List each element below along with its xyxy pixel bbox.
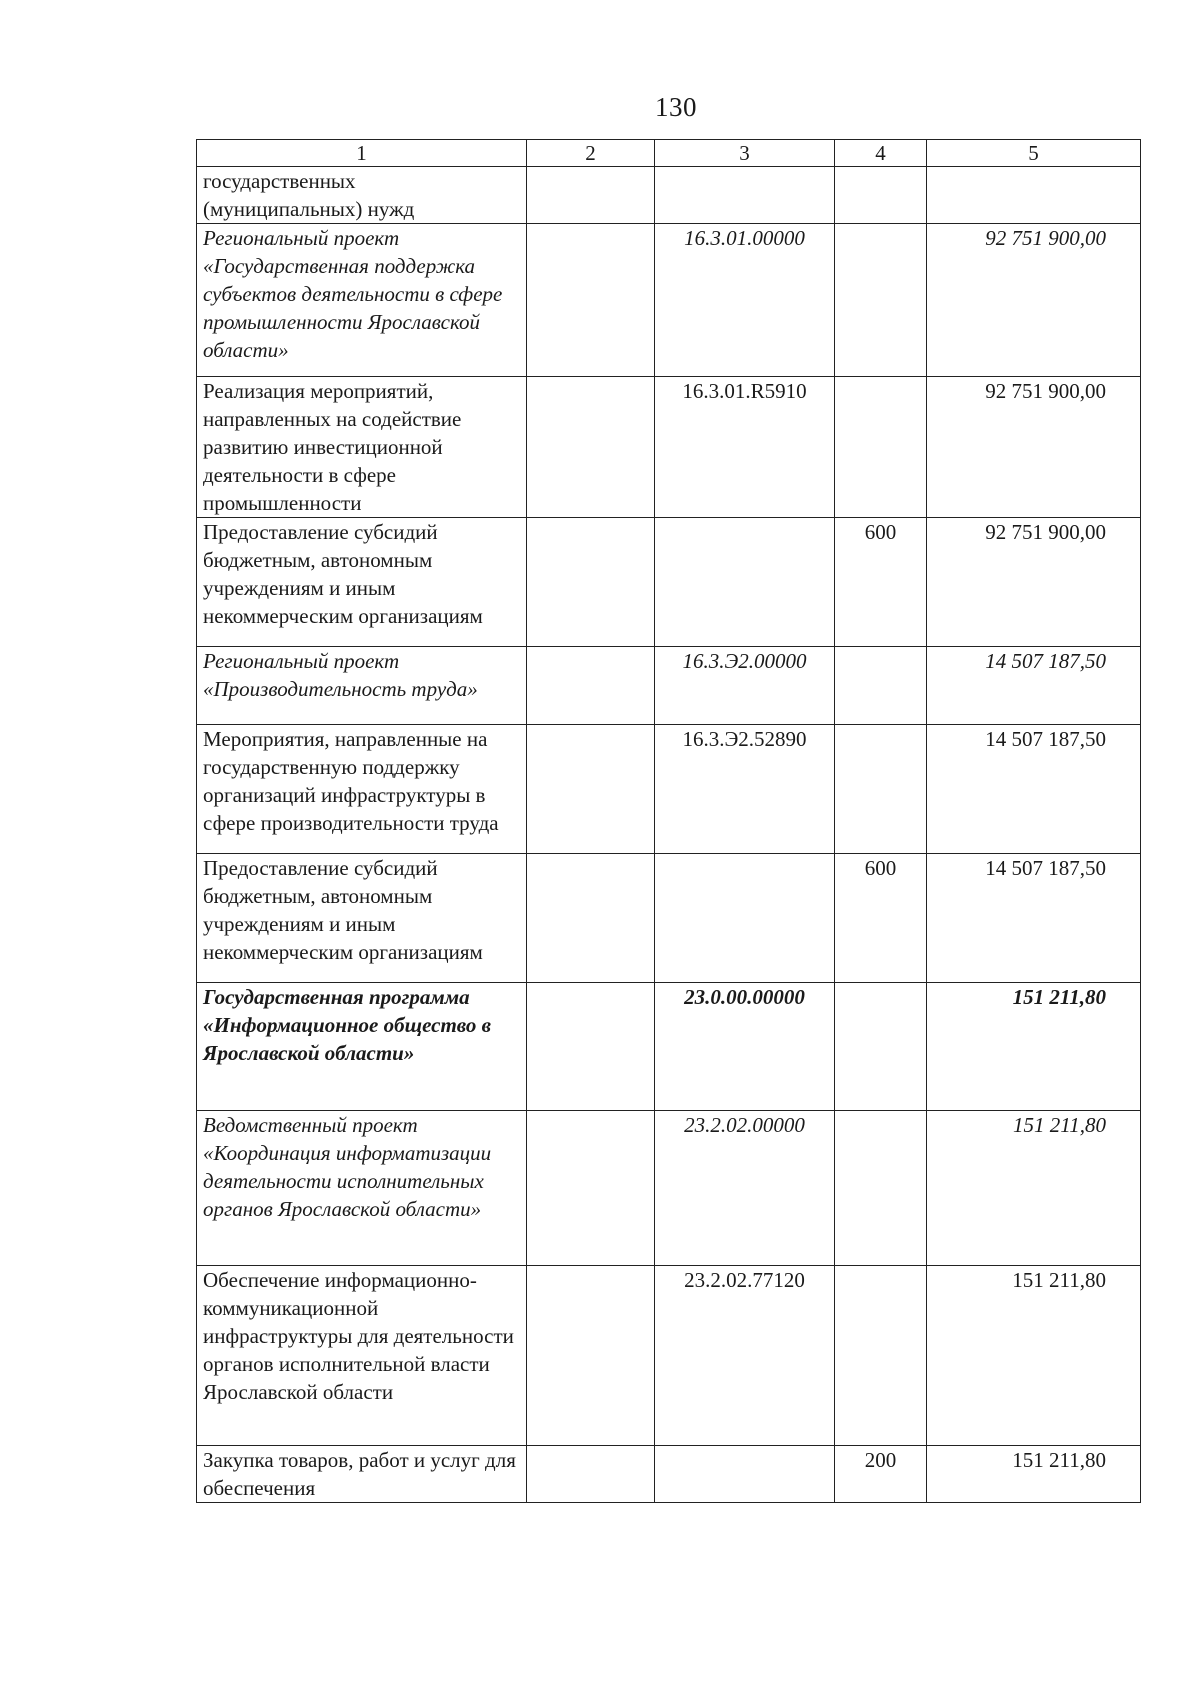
row-code-cell — [655, 854, 835, 983]
row-amount-cell: 151 211,80 — [927, 1446, 1141, 1503]
row-type-cell: 600 — [835, 854, 927, 983]
table-row — [197, 377, 1141, 518]
table-row — [197, 1111, 1141, 1266]
table-row — [197, 1446, 1141, 1503]
table-header-row — [197, 140, 1141, 167]
row-col2-cell — [527, 1111, 655, 1266]
row-name-cell: Государственная программа «Информационное общество в Ярославской области» — [197, 983, 527, 1111]
row-type-cell — [835, 224, 927, 377]
row-name-cell: государственных (муниципальных) нужд — [197, 167, 527, 224]
column-header-3: 3 — [655, 140, 835, 167]
row-amount-cell: 92 751 900,00 — [927, 518, 1141, 647]
row-code-cell — [655, 518, 835, 647]
row-type-cell — [835, 1111, 927, 1266]
column-header-5: 5 — [927, 140, 1141, 167]
row-code-cell: 23.2.02.00000 — [655, 1111, 835, 1266]
row-amount-cell: 92 751 900,00 — [927, 377, 1141, 518]
column-header-4: 4 — [835, 140, 927, 167]
row-col2-cell — [527, 518, 655, 647]
row-amount-cell: 92 751 900,00 — [927, 224, 1141, 377]
row-type-cell — [835, 1266, 927, 1446]
row-code-cell — [655, 167, 835, 224]
row-col2-cell — [527, 167, 655, 224]
row-type-cell — [835, 725, 927, 854]
row-name-cell: Мероприятия, направленные на государственную поддержку организаций инфраструктуры в сфере производительности труда — [197, 725, 527, 854]
row-amount-cell: 151 211,80 — [927, 1111, 1141, 1266]
row-code-cell: 16.3.Э2.00000 — [655, 647, 835, 725]
row-amount-cell: 151 211,80 — [927, 983, 1141, 1111]
table-row — [197, 518, 1141, 647]
table-body — [197, 167, 1141, 1503]
row-col2-cell — [527, 1266, 655, 1446]
row-code-cell — [655, 1446, 835, 1503]
row-amount-cell — [927, 167, 1141, 224]
row-name-cell: Региональный проект «Производительность труда» — [197, 647, 527, 725]
row-amount-cell: 151 211,80 — [927, 1266, 1141, 1446]
row-col2-cell — [527, 224, 655, 377]
row-name-cell: Региональный проект «Государственная поддержка субъектов деятельности в сфере промышленности Ярославской области» — [197, 224, 527, 377]
row-code-cell: 16.3.01.R5910 — [655, 377, 835, 518]
row-type-cell — [835, 377, 927, 518]
row-col2-cell — [527, 647, 655, 725]
row-type-cell — [835, 647, 927, 725]
row-col2-cell — [527, 1446, 655, 1503]
page-number: 130 — [655, 92, 697, 122]
row-name-cell: Обеспечение информационно-коммуникационной инфраструктуры для деятельности органов исполнительной власти Ярославской области — [197, 1266, 527, 1446]
table-row — [197, 854, 1141, 983]
table-row — [197, 167, 1141, 224]
row-col2-cell — [527, 854, 655, 983]
row-code-cell: 16.3.01.00000 — [655, 224, 835, 377]
row-amount-cell: 14 507 187,50 — [927, 647, 1141, 725]
column-header-2: 2 — [527, 140, 655, 167]
row-code-cell: 23.0.00.00000 — [655, 983, 835, 1111]
row-name-cell: Предоставление субсидий бюджетным, автономным учреждениям и иным некоммерческим организациям — [197, 854, 527, 983]
table-row — [197, 725, 1141, 854]
table-row — [197, 224, 1141, 377]
row-col2-cell — [527, 377, 655, 518]
table-row — [197, 983, 1141, 1111]
row-type-cell — [835, 167, 927, 224]
row-code-cell: 16.3.Э2.52890 — [655, 725, 835, 854]
row-name-cell: Реализация мероприятий, направленных на содействие развитию инвестиционной деятельности в сфере промышленности — [197, 377, 527, 518]
row-name-cell: Закупка товаров, работ и услуг для обеспечения — [197, 1446, 527, 1503]
row-name-cell: Ведомственный проект «Координация информатизации деятельности исполнительных органов Ярославской области» — [197, 1111, 527, 1266]
column-header-1: 1 — [197, 140, 527, 167]
row-amount-cell: 14 507 187,50 — [927, 725, 1141, 854]
budget-table — [196, 139, 1141, 1503]
row-amount-cell: 14 507 187,50 — [927, 854, 1141, 983]
row-name-cell: Предоставление субсидий бюджетным, автономным учреждениям и иным некоммерческим организациям — [197, 518, 527, 647]
row-code-cell: 23.2.02.77120 — [655, 1266, 835, 1446]
row-col2-cell — [527, 983, 655, 1111]
row-type-cell: 200 — [835, 1446, 927, 1503]
row-type-cell: 600 — [835, 518, 927, 647]
table-row — [197, 647, 1141, 725]
table-row — [197, 1266, 1141, 1446]
row-col2-cell — [527, 725, 655, 854]
row-type-cell — [835, 983, 927, 1111]
